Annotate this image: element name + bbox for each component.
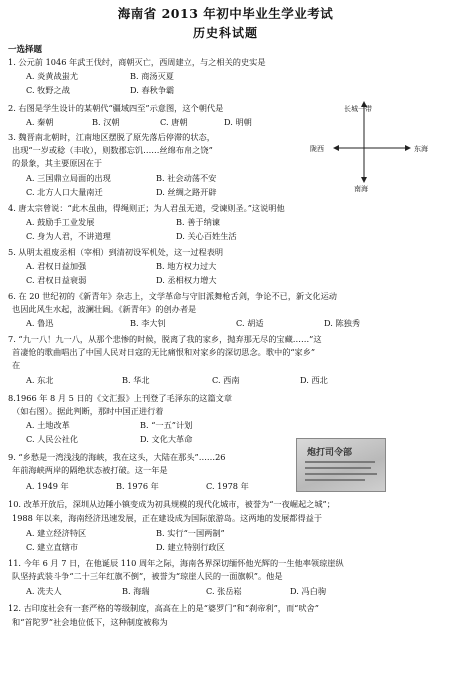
newspaper-article-photo [296, 438, 386, 492]
question-8-stem: 8.1966 年 8 月 5 日的《文汇报》上刊登了毛泽东的这篇文章 [8, 393, 233, 403]
q4-option-c: C. 身为人君，不讲道理 [26, 231, 111, 241]
map-label-south: 南海 [354, 185, 368, 193]
q5-option-c: C. 君权日益衰弱 [26, 275, 87, 285]
q3-option-c: C. 北方人口大量南迁 [26, 187, 103, 197]
q1-option-b: B. 商汤灭夏 [130, 71, 174, 81]
q2-option-a: A. 秦朝 [26, 117, 54, 127]
question-12-stem: 12. 古印度社会有一套严格的等级制度，高高在上的是“婆罗门”和“刹帝利”，而“吠舍” [8, 603, 319, 613]
question-7-stem-line2: 首凄怆的歌曲唱出了中国人民对日寇的无比痛恨和对家乡的深切思念。歌中的“家乡” [12, 347, 316, 357]
question-3-stem-line2: 出现“一岁或稔（丰收），则数郡忘饥……丝绵布帛之饶” [12, 145, 213, 155]
question-7-stem: 7. “九一八！九一八，从那个悲惨的时候，脱离了我的家乡，抛弃那无尽的宝藏……”这 [8, 334, 322, 344]
photo-text-line [305, 467, 371, 469]
map-label-north: 长城一带 [344, 105, 372, 113]
q2-option-d: D. 明朝 [224, 117, 252, 127]
q10-option-a: A. 建立经济特区 [26, 528, 87, 538]
q1-option-a: A. 炎黄战蚩尤 [26, 71, 79, 81]
q7-option-d: D. 西北 [300, 375, 328, 385]
question-6-stem: 6. 在 20 世纪初的《新青年》杂志上，文学革命与守旧派舞枪舌剑，争论不已，新文化运动 [8, 291, 337, 301]
q10-option-b: B. 实行“一国两制” [156, 528, 225, 538]
q6-option-d: D. 陈独秀 [324, 318, 361, 328]
q1-option-c: C. 牧野之战 [26, 85, 70, 95]
q7-option-a: A. 东北 [26, 375, 54, 385]
q11-option-b: B. 海瑞 [122, 586, 150, 596]
q6-option-a: A. 鲁迅 [26, 318, 54, 328]
photo-text-line [305, 479, 365, 481]
q3-option-b: B. 社会动荡不安 [156, 173, 217, 183]
q9-option-b: B. 1976 年 [116, 481, 159, 491]
question-6-stem-line2: 也因此风生水起，波澜壮阔。《新青年》的创办者是 [12, 304, 197, 314]
q10-option-c: C. 建立直辖市 [26, 542, 79, 552]
question-8-stem-line2: （如右图）。据此判断，那时中国正进行着 [12, 406, 164, 416]
q4-option-d: D. 关心百姓生活 [176, 231, 237, 241]
q8-option-a: A. 土地改革 [26, 420, 70, 430]
question-3-stem-line3: 的景象，其主要原因在于 [12, 158, 103, 168]
map-label-west: 陇西 [310, 145, 324, 153]
q7-option-b: B. 华北 [122, 375, 150, 385]
q11-option-a: A. 冼夫人 [26, 586, 62, 596]
q11-option-c: C. 张岳崧 [206, 586, 242, 596]
territory-map-diagram [294, 96, 444, 200]
question-9-stem-line2: 年前海峡两岸的隔绝状态被打破。这一年是 [12, 465, 168, 475]
q6-option-c: C. 胡适 [236, 318, 264, 328]
question-12-stem-line2: 和“首陀罗”社会地位低下，这种制度被称为 [12, 617, 168, 627]
question-5-stem: 5. 从明太祖废丞相（宰相）到清初设军机处，这一过程表明 [8, 247, 224, 257]
q3-option-a: A. 三国鼎立局面的出现 [26, 173, 111, 183]
q5-option-a: A. 君权日益加强 [26, 261, 87, 271]
photo-text-line [305, 473, 377, 475]
photo-text-line [305, 461, 375, 463]
q8-option-d: D. 文化大革命 [140, 434, 193, 444]
question-1-stem: 1. 公元前 1046 年武王伐纣，商朝灭亡，西周建立，与之相关的史实是 [8, 57, 266, 67]
question-2-stem: 2. 右图是学生设计的某朝代“疆域四至”示意图，这个朝代是 [8, 103, 224, 113]
q2-option-b: B. 汉朝 [92, 117, 120, 127]
question-11-stem-line2: 队坚持武装斗争“二十三年红旗不倒”，被誉为“琼崖人民的一面旗帜”。他是 [12, 571, 283, 581]
q5-option-d: D. 丞相权力增大 [156, 275, 217, 285]
q3-option-d: D. 丝绸之路开辟 [156, 187, 217, 197]
question-3-stem: 3. 魏晋南北朝时，江南地区摆脱了原先落后停滞的状态， [8, 132, 215, 142]
q10-option-d: D. 建立特别行政区 [156, 542, 225, 552]
question-11-stem: 11. 今年 6 月 7 日，在他诞辰 110 周年之际，海南各界深切缅怀他光辉的一生他率领琼崖纵 [8, 558, 344, 568]
q5-option-b: B. 地方权力过大 [156, 261, 217, 271]
q7-option-c: C. 西南 [212, 375, 240, 385]
question-10-stem: 10. 改革开放后，深圳从边陲小镇变成为初具规模的现代化城市，被誉为“一夜崛起之城”； [8, 499, 335, 509]
q8-option-c: C. 人民公社化 [26, 434, 79, 444]
q6-option-b: B. 李大钊 [130, 318, 166, 328]
exam-subtitle: 历史科试题 [192, 26, 258, 40]
question-4-stem: 4. 唐太宗曾说：“此木虽曲，得绳则正；为人君虽无道，受谏则圣。”这说明他 [8, 203, 285, 213]
exam-title: 海南省 2013 年初中毕业生学业考试 [117, 6, 334, 21]
q9-option-c: C. 1978 年 [206, 481, 249, 491]
question-9-stem: 9. “乡愁是一湾浅浅的海峡，我在这头，大陆在那头”……26 [8, 452, 226, 462]
map-label-east: 东海 [414, 145, 428, 153]
q4-option-b: B. 善于纳谏 [176, 217, 220, 227]
q1-option-d: D. 春秋争霸 [130, 85, 175, 95]
q9-option-a: A. 1949 年 [26, 481, 69, 491]
q11-option-d: D. 冯白驹 [290, 586, 327, 596]
q2-option-c: C. 唐朝 [160, 117, 188, 127]
q8-option-b: B. “一五”计划 [140, 420, 193, 430]
photo-title: 炮打司令部 [307, 448, 353, 458]
question-7-stem-line3: 在 [12, 360, 21, 370]
section-heading: 一选择题 [8, 45, 43, 55]
q4-option-a: A. 鼓励手工业发展 [26, 217, 95, 227]
question-10-stem-line2: 1988 年以来，海南经济迅速发展，正在建设成为国际旅游岛。这两地的发展都得益于 [12, 513, 323, 523]
